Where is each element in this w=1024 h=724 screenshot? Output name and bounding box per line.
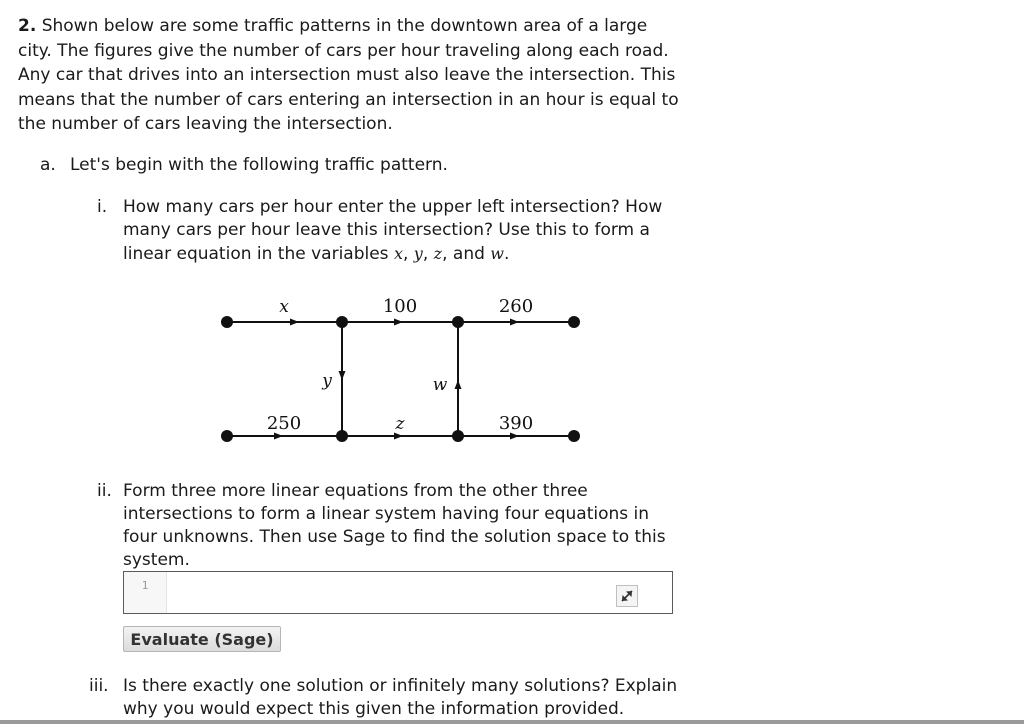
node-bottom-left (336, 430, 348, 442)
label-bottom-middle: z (395, 414, 405, 434)
node-top-right (452, 316, 464, 328)
node-top-far-right (568, 316, 580, 328)
code-input[interactable] (170, 572, 632, 613)
subpart-i-text: How many cars per hour enter the upper left intersection? How many cars per hour leave this intersection? Use this to form a linear equation in the variables (123, 197, 663, 264)
var-x: x (393, 244, 403, 263)
part-a-marker: a. (40, 155, 56, 175)
subpart-ii-marker: ii. (97, 481, 112, 501)
subpart-ii-text: Form three more linear equations from the other three intersections to form a linear system having four equations in four unknowns. Then use Sage to find the solution space to this system. (123, 481, 666, 570)
node-top-left (336, 316, 348, 328)
part-a-text: Let's begin with the following traffic pattern. (70, 155, 448, 175)
expand-editor-button[interactable] (616, 585, 638, 607)
label-bottom-right: 390 (498, 413, 534, 434)
problem-number: 2. (18, 16, 37, 36)
label-top-left: x (279, 297, 289, 317)
subpart-iii-text: Is there exactly one solution or infinitely many solutions? Explain why you would expect this given the information provided. (123, 676, 678, 719)
node-bottom-far-left (221, 430, 233, 442)
subpart-ii (97, 480, 683, 572)
var-y: y (413, 244, 423, 263)
arrow-top-left (290, 319, 299, 326)
sentence-end: . (504, 244, 510, 264)
subpart-iii-marker: iii. (89, 676, 109, 696)
expand-arrows-icon (617, 586, 637, 606)
label-right-vertical: w (432, 375, 448, 395)
bottom-edge-bar (0, 720, 1024, 724)
subpart-i (97, 196, 683, 266)
arrow-left-vertical-down (339, 371, 346, 380)
line-number-gutter: 1 (124, 572, 167, 613)
separator: , (402, 244, 409, 264)
part-a (40, 153, 448, 177)
problem-text: Shown below are some traffic patterns in the downtown area of a large city. The figures give the number of cars per hour traveling along each road. Any car that drives into an intersection must also leave the intersection. This means that the number of cars entering an intersection in an hour is equal to the number of cars leaving the intersection. (18, 16, 679, 134)
separator: , and (442, 244, 485, 264)
problem-statement (18, 14, 682, 137)
var-z: z (433, 244, 443, 263)
separator: , (422, 244, 429, 264)
sage-code-editor[interactable] (123, 571, 673, 614)
node-bottom-right (452, 430, 464, 442)
label-left-vertical: y (322, 371, 332, 391)
arrow-top-right (510, 319, 519, 326)
node-top-far-left (221, 316, 233, 328)
label-bottom-left: 250 (266, 413, 302, 434)
subpart-i-marker: i. (97, 197, 108, 217)
traffic-diagram (210, 288, 600, 458)
arrow-top-middle (394, 319, 403, 326)
label-top-right: 260 (498, 296, 534, 317)
node-bottom-far-right (568, 430, 580, 442)
arrow-right-vertical-up (455, 380, 462, 389)
subpart-iii (89, 675, 683, 721)
label-top-middle: 100 (382, 296, 418, 317)
evaluate-sage-button[interactable]: Evaluate (Sage) (123, 626, 281, 652)
var-w: w (490, 244, 504, 263)
